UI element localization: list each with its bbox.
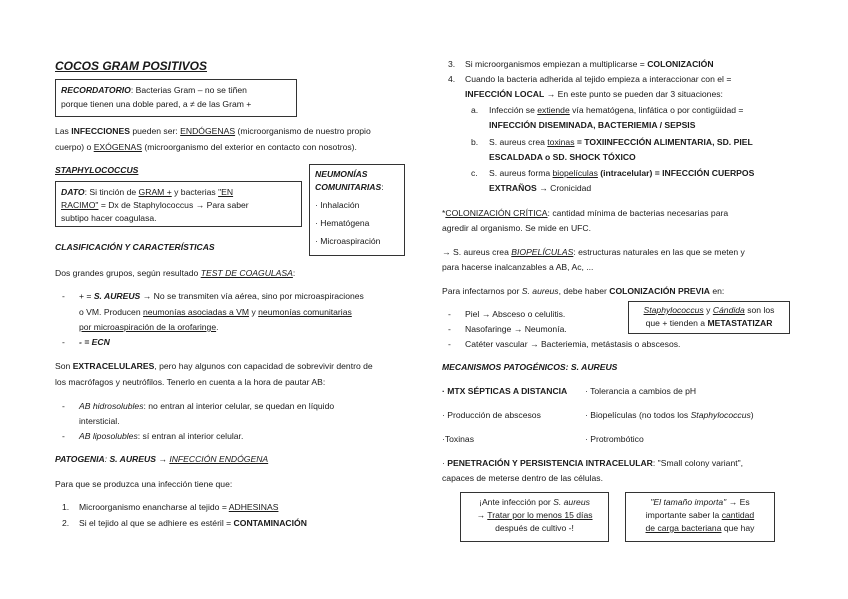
- recordatorio-line1: RECORDATORIO: Bacterias Gram – no se tiñen: [61, 85, 247, 95]
- bullet-dash: -: [62, 401, 65, 411]
- mech-item: · Producción de abscesos: [442, 410, 541, 420]
- step-number: 1.: [62, 502, 70, 512]
- grupo-positivo-line2: o VM. Producen neumonías asociadas a VM y neumonías comunitarias: [79, 307, 352, 317]
- biopeliculas-line2: para hacerse inalcanzables a AB, Ac, ...: [442, 262, 594, 272]
- grupo-positivo-line1: + = S. AUREUS → No se transmiten vía aérea, sino por microaspiraciones: [79, 291, 364, 301]
- extracelulares-line1: Son EXTRACELULARES, pero hay algunos con capacidad de sobrevivir dentro de: [55, 361, 373, 371]
- sub-letter: b.: [471, 137, 479, 147]
- mech-item: · Biopelículas (no todos los Staphylococcus): [585, 410, 754, 420]
- neumonias-item: · Inhalación: [315, 200, 360, 210]
- para-que-text: Para que se produzca una infección tiene que:: [55, 479, 233, 489]
- metastatizar-line1: Staphylococcus y Cándida son los: [643, 305, 775, 315]
- tamano-line2: importante saber la cantidad: [645, 510, 755, 520]
- infectarnos-text: Para infectarnos por S. aureus, debe haber COLONIZACIÓN PREVIA en:: [442, 286, 725, 296]
- bullet-dash: -: [62, 337, 65, 347]
- ante-line2: → Tratar por lo menos 15 días: [476, 510, 593, 520]
- colonizacion-critica-line2: agredir al organismo. Se mide en UFC.: [442, 223, 592, 233]
- metastatizar-box: [628, 301, 790, 334]
- neumonias-title2: COMUNITARIAS:: [315, 182, 384, 192]
- metastatizar-line2: que + tienden a METASTATIZAR: [645, 318, 773, 328]
- step-2: Si el tejido al que se adhiere es estéril = CONTAMINACIÓN: [79, 518, 307, 528]
- grupo-negativo: - = ECN: [79, 337, 110, 347]
- sub-letter: c.: [471, 168, 478, 178]
- mecanismos-heading: MECANISMOS PATOGÉNICOS: S. AUREUS: [442, 362, 618, 372]
- tamano-line3: de carga bacteriana que hay: [645, 523, 755, 533]
- ante-infeccion-box: [460, 492, 609, 542]
- step-4-line1: Cuando la bacteria adherida al tejido empieza a interaccionar con el =: [465, 74, 732, 84]
- bullet-dash: -: [448, 309, 451, 319]
- infecciones-line1: Las INFECCIONES pueden ser: ENDÓGENAS (microorganismo de nuestro propio: [55, 126, 371, 136]
- bullet-dash: -: [62, 431, 65, 441]
- neumonias-title1: NEUMONÍAS: [315, 169, 368, 179]
- page-title: COCOS GRAM POSITIVOS: [55, 59, 208, 73]
- sub-letter: a.: [471, 105, 479, 115]
- site-item: Nasofaringe → Neumonía.: [465, 324, 567, 334]
- penetracion-line2: capaces de meterse dentro de las células.: [442, 473, 603, 483]
- site-item: Piel → Absceso o celulitis.: [465, 309, 566, 319]
- clasif-heading: CLASIFICACIÓN Y CARACTERÍSTICAS: [55, 242, 215, 252]
- tamano-line1: "El tamaño importa" → Es: [650, 497, 750, 507]
- step-number: 4.: [448, 74, 456, 84]
- neumonias-item: · Microaspiración: [315, 236, 381, 246]
- mech-item: · Protrombótico: [585, 434, 644, 444]
- penetracion-line1: · PENETRACIÓN Y PERSISTENCIA INTRACELULAR: "Small colony variant",: [442, 458, 744, 468]
- site-item: Catéter vascular → Bacteriemia, metástasis o abscesos.: [465, 339, 681, 349]
- staph-heading: STAPHYLOCOCCUS: [55, 165, 139, 175]
- sub-a-line1: Infección se extiende vía hematógena, linfática o por contigüidad =: [489, 105, 744, 115]
- sub-b-line2: ESCALDADA o SD. SHOCK TÓXICO: [489, 152, 636, 162]
- bullet-dash: -: [448, 324, 451, 334]
- sub-c-line1: S. aureus forma biopelículas (intracelular) = INFECCIÓN CUERPOS: [489, 168, 755, 178]
- biopeliculas-line1: → S. aureus crea BIOPELÍCULAS: estructuras naturales en las que se meten y: [442, 247, 745, 257]
- bullet-dash: -: [62, 291, 65, 301]
- mech-item: ·Toxinas: [442, 434, 474, 444]
- ante-line1: ¡Ante infección por S. aureus: [479, 497, 590, 507]
- ab-hidrosolubles-cont: intersticial.: [79, 416, 120, 426]
- dato-line1: DATO: Si tinción de GRAM + y bacterias "EN: [61, 187, 234, 197]
- ante-line3: después de cultivo -!: [495, 523, 574, 533]
- tamano-importa-box: [625, 492, 775, 542]
- dato-line2: RACIMO" = Dx de Staphylococcus → Para saber: [61, 200, 249, 210]
- colonizacion-critica-line1: *COLONIZACIÓN CRÍTICA: cantidad mínima de bacterias necesarias para: [442, 208, 729, 218]
- step-number: 3.: [448, 59, 456, 69]
- recordatorio-box: [55, 79, 297, 117]
- mech-item: · MTX SÉPTICAS A DISTANCIA: [442, 386, 568, 396]
- recordatorio-line2: porque tienen una doble pared, a ≠ de las Gram +: [61, 99, 252, 109]
- bullet-dash: -: [448, 339, 451, 349]
- patogenia-heading: PATOGENIA: S. AUREUS → INFECCIÓN ENDÓGENA: [55, 454, 269, 464]
- extracelulares-line2: los macrófagos y neutrófilos. Tenerlo en cuenta a la hora de pautar AB:: [55, 377, 326, 387]
- ab-liposolubles: AB liposolubles: sí entran al interior celular.: [79, 431, 244, 441]
- step-number: 2.: [62, 518, 70, 528]
- neumonias-box: [309, 164, 405, 256]
- sub-b-line1: S. aureus crea toxinas = TOXIINFECCIÓN ALIMENTARIA, SD. PIEL: [489, 137, 753, 147]
- dos-grupos: Dos grandes grupos, según resultado TEST DE COAGULASA:: [55, 268, 296, 278]
- mech-item: · Tolerancia a cambios de pH: [585, 386, 697, 396]
- grupo-positivo-line3: por microaspiración de la orofaringe.: [79, 322, 219, 332]
- sub-c-line2: EXTRAÑOS → Cronicidad: [489, 183, 592, 193]
- step-4-line2: INFECCIÓN LOCAL → En este punto se pueden dar 3 situaciones:: [465, 89, 723, 99]
- dato-box: [55, 181, 302, 227]
- step-1: Microorganismo enancharse al tejido = ADHESINAS: [79, 502, 279, 512]
- neumonias-item: · Hematógena: [315, 218, 370, 228]
- dato-line3: subtipo hacer coagulasa.: [61, 213, 157, 223]
- step-3: Si microorganismos empiezan a multiplicarse = COLONIZACIÓN: [465, 59, 714, 69]
- ab-hidrosolubles: AB hidrosolubles: no entran al interior celular, se quedan en líquido: [79, 401, 335, 411]
- infecciones-line2: cuerpo) o EXÓGENAS (microorganismo del exterior en contacto con nosotros).: [55, 142, 357, 152]
- sub-a-line2: INFECCIÓN DISEMINADA, BACTERIEMIA / SEPSIS: [489, 120, 696, 130]
